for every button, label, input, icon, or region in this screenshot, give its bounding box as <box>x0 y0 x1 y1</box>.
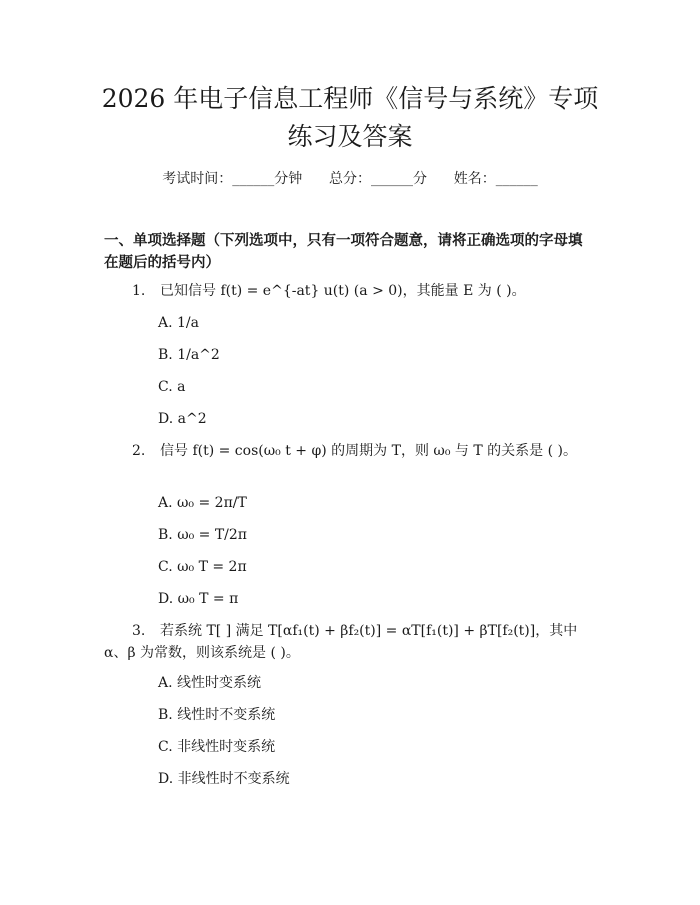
question-2 <box>104 440 584 462</box>
question-number: 1. <box>132 283 146 299</box>
question-3 <box>104 620 584 664</box>
question-1-option-b: B. 1/a^2 <box>158 347 220 363</box>
question-number: 2. <box>132 443 146 459</box>
question-text: 已知信号 f(t) = e^{-at} u(t) (a > 0)，其能量 E 为 ( )。 <box>160 283 526 299</box>
exam-meta-line: 考试时间：______分钟 总分：______分 姓名：______ <box>162 171 538 187</box>
question-2-option-c: C. ω₀ T = 2π <box>158 559 247 575</box>
document-title-line-2: 练习及答案 <box>287 122 413 151</box>
question-1-option-a: A. 1/a <box>158 315 199 331</box>
question-text: 若系统 T[ ] 满足 T[αf₁(t) + βf₂(t)] = αT[f₁(t)] + βT[f₂(t)]，其中 α、β 为常数，则该系统是 ( )。 <box>104 623 578 661</box>
section-heading: 一、单项选择题（下列选项中，只有一项符合题意，请将正确选项的字母填在题后的括号内） <box>104 233 583 271</box>
question-1 <box>104 280 584 302</box>
question-3-option-b: B. 线性时不变系统 <box>158 707 276 723</box>
question-1-option-c: C. a <box>158 379 186 395</box>
question-3-option-d: D. 非线性时不变系统 <box>158 771 290 787</box>
question-2-option-a: A. ω₀ = 2π/T <box>158 495 247 511</box>
question-3-option-a: A. 线性时变系统 <box>158 675 262 691</box>
question-number: 3. <box>132 623 146 639</box>
document-title-line-1: 2026 年电子信息工程师《信号与系统》专项 <box>101 84 599 113</box>
question-1-option-d: D. a^2 <box>158 411 207 427</box>
question-3-option-c: C. 非线性时变系统 <box>158 739 276 755</box>
question-2-option-d: D. ω₀ T = π <box>158 591 239 607</box>
question-2-option-b: B. ω₀ = T/2π <box>158 527 248 543</box>
question-text: 信号 f(t) = cos(ω₀ t + φ) 的周期为 T，则 ω₀ 与 T 的关系是 ( )。 <box>160 443 577 459</box>
